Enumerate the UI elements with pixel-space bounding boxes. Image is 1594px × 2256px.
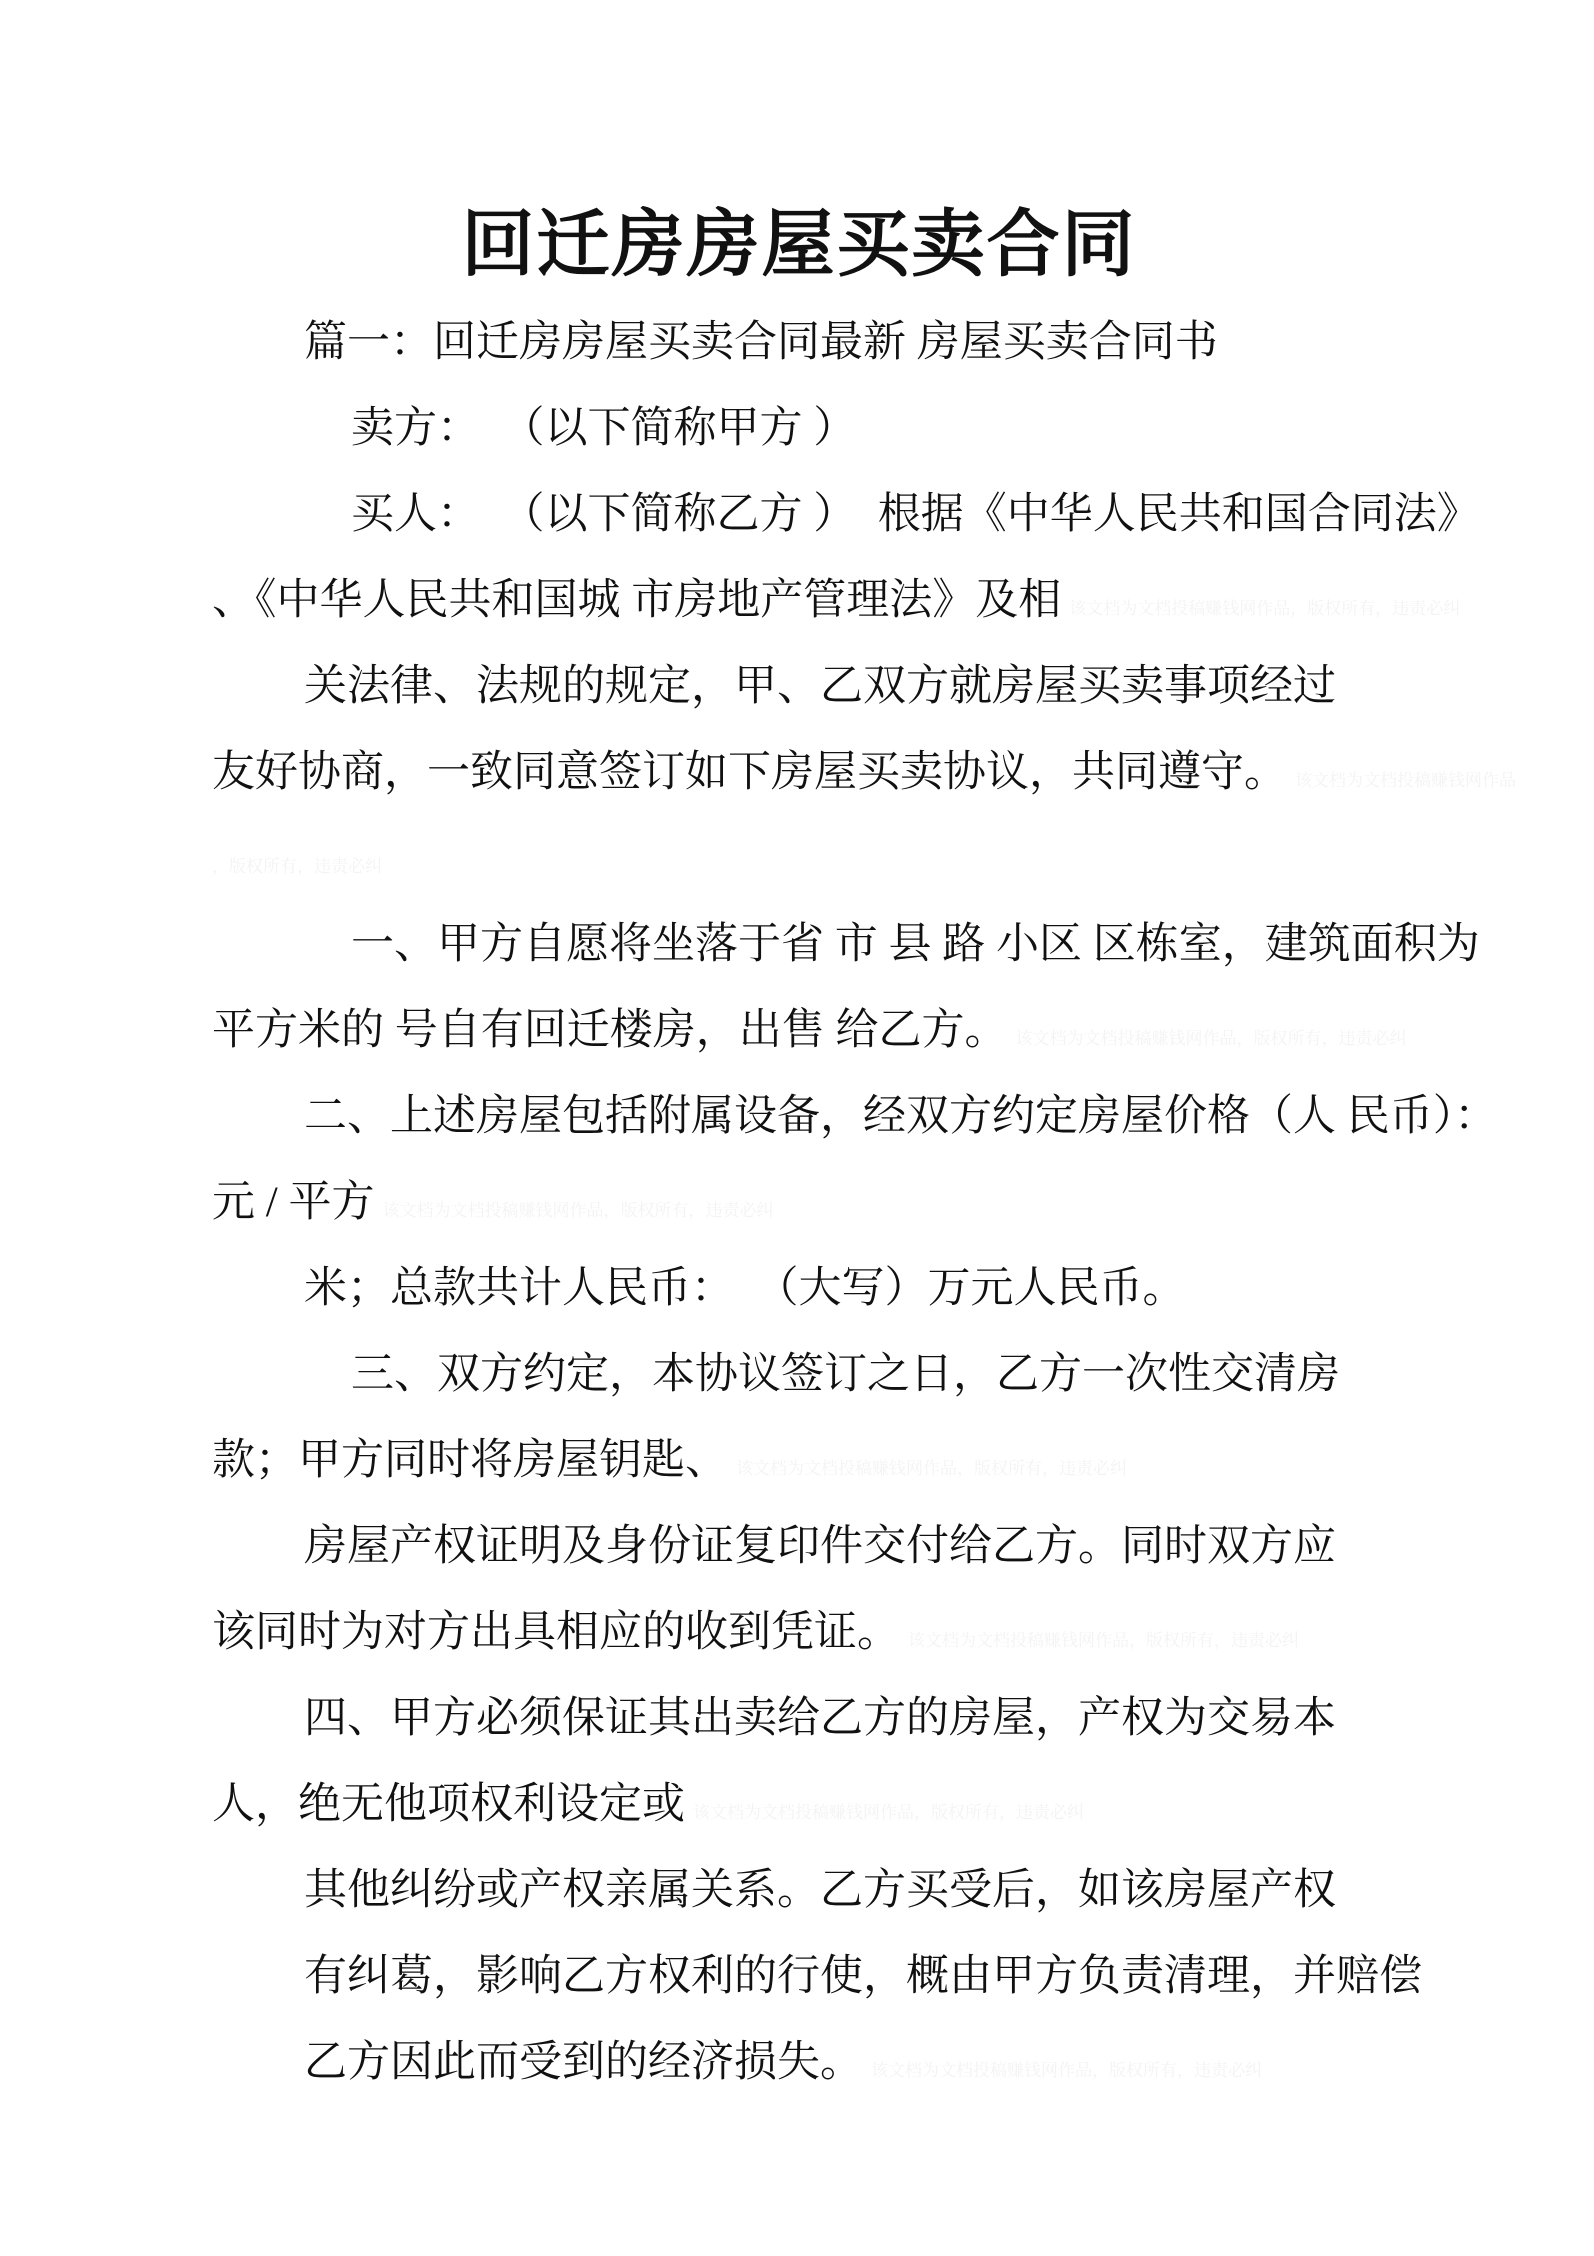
- line-text: 四、甲方必须保证其出卖给乙方的房屋，产权为交易本: [304, 1695, 1336, 1742]
- line-text: 款；甲方同时将房屋钥匙、: [212, 1437, 728, 1484]
- watermark-text: 该文档为文档投稿赚钱网作品，版权所有，违责必纠: [908, 1631, 1299, 1650]
- document-line: [212, 730, 1516, 816]
- document-line: [212, 1418, 1454, 1504]
- line-text: 、《中华人民共和国城 市房地产管理法》及相: [212, 577, 1062, 624]
- document-line: [212, 902, 1480, 988]
- line-text: 其他纠纷或产权亲属关系。乙方买受后，如该房屋产权: [304, 1867, 1336, 1914]
- document-line: [212, 1504, 1454, 1590]
- document-line: [212, 1934, 1454, 2020]
- line-text: 买人： （以下简称乙方 ） 根据《中华人民共和国合同法》: [351, 491, 1480, 538]
- watermark-text: 该文档为文档投稿赚钱网作品: [1295, 771, 1516, 790]
- document-line: [212, 2020, 1454, 2106]
- document-line: [212, 1848, 1454, 1934]
- document-line: [212, 988, 1454, 1074]
- watermark-text: ，版权所有，违责必纠: [212, 857, 382, 876]
- line-text: 二、上述房屋包括附属设备，经双方约定房屋价格（人 民币）：: [304, 1093, 1498, 1140]
- line-text: 元 / 平方: [212, 1179, 375, 1226]
- line-text: 关法律、法规的规定，甲、乙双方就房屋买卖事项经过: [304, 663, 1336, 710]
- watermark-text: 该文档为文档投稿赚钱网作品，版权所有，违责必纠: [736, 1459, 1127, 1478]
- document-line: [212, 816, 1454, 902]
- line-text: 三、双方约定，本协议签订之日，乙方一次性交清房: [351, 1351, 1340, 1398]
- document-line: [212, 1762, 1454, 1848]
- watermark-text: 该文档为文档投稿赚钱网作品，版权所有，违责必纠: [693, 1803, 1084, 1822]
- document-line: [212, 300, 1454, 386]
- watermark-text: 该文档为文档投稿赚钱网作品，版权所有，违责必纠: [1015, 1029, 1407, 1048]
- line-text: 有纠葛，影响乙方权利的行使，概由甲方负责清理，并赔偿: [304, 1953, 1422, 2000]
- line-text: 平方米的 号自有回迁楼房，出售 给乙方。: [212, 1007, 1008, 1054]
- document-content: [212, 190, 1516, 2106]
- document-line: [212, 1246, 1454, 1332]
- line-text: 篇一：回迁房房屋买卖合同最新 房屋买卖合同书: [304, 319, 1218, 366]
- document-line: [212, 472, 1480, 558]
- document-line: [212, 1074, 1498, 1160]
- watermark-text: 该文档为文档投稿赚钱网作品，版权所有，违责必纠: [871, 2061, 1262, 2080]
- document-line: [212, 558, 1461, 644]
- document-line: [212, 386, 1454, 472]
- watermark-text: 该文档为文档投稿赚钱网作品，版权所有，违责必纠: [1069, 599, 1461, 618]
- document-line: [212, 1160, 1454, 1246]
- document-line: [212, 1332, 1454, 1418]
- line-text: 该同时为对方出具相应的收到凭证。: [212, 1609, 900, 1656]
- document-line: [212, 1676, 1454, 1762]
- page-title: 回迁房房屋买卖合同: [461, 204, 1137, 285]
- line-text: 一、甲方自愿将坐落于省 市 县 路 小区 区栋室，建筑面积为: [351, 921, 1480, 968]
- document-line: [212, 644, 1454, 730]
- line-text: 乙方因此而受到的经济损失。: [304, 2039, 863, 2086]
- line-text: 房屋产权证明及身份证复印件交付给乙方。同时双方应: [304, 1523, 1336, 1570]
- document-line: [212, 1590, 1454, 1676]
- line-text: 友好协商，一致同意签订如下房屋买卖协议，共同遵守。: [212, 749, 1287, 796]
- watermark-text: 该文档为文档投稿赚钱网作品，版权所有，违责必纠: [382, 1201, 774, 1220]
- line-text: 卖方： （以下简称甲方 ）: [351, 405, 857, 452]
- line-text: 米；总款共计人民币： （大写）万元人民币。: [304, 1265, 1186, 1312]
- line-text: 人，绝无他项权利设定或: [212, 1781, 685, 1828]
